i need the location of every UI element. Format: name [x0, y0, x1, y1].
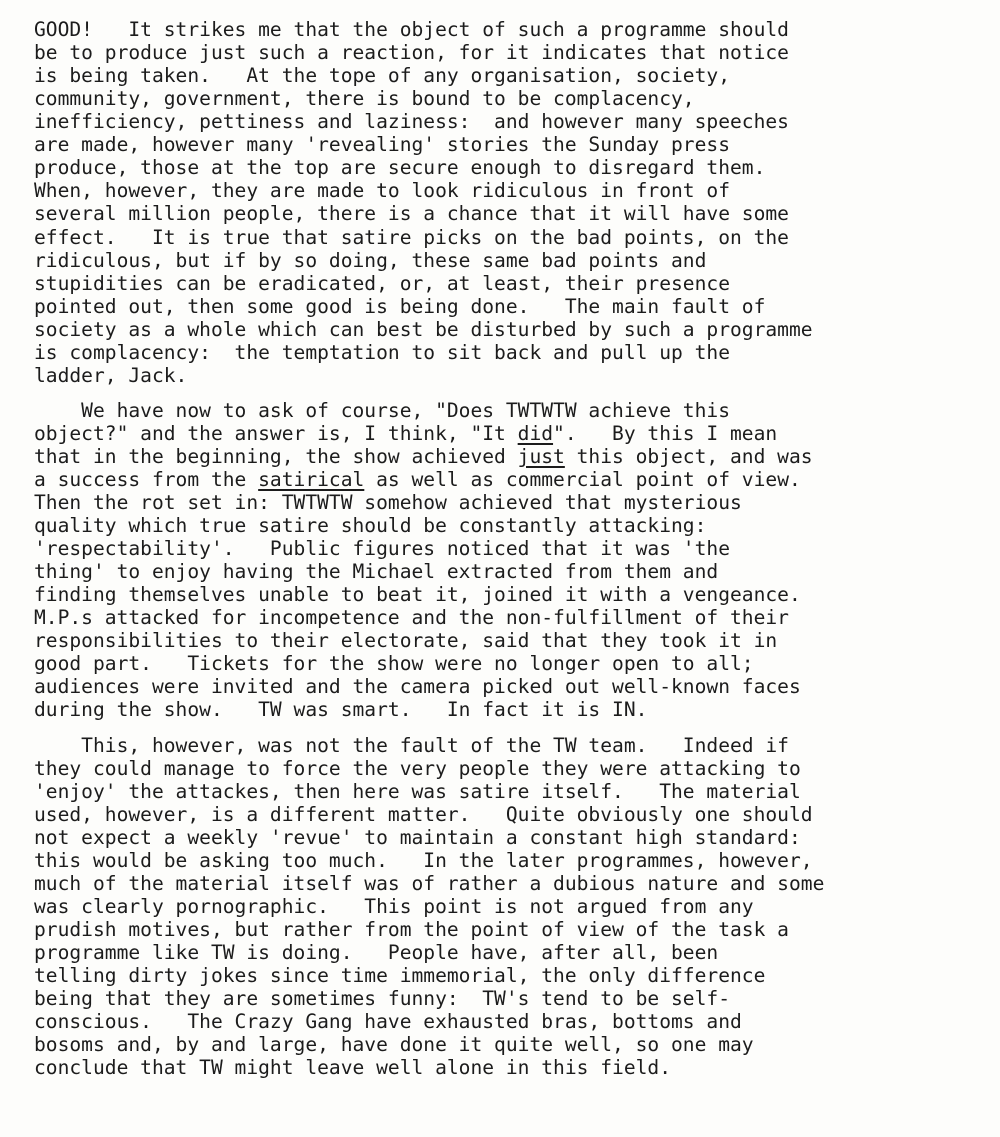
text-segment: programme like TW is doing. People have, after all, been: [34, 940, 719, 964]
text-segment: ridiculous, but if by so doing, these same bad points and: [34, 248, 707, 272]
text-line: [34, 202, 789, 225]
text-line: [34, 918, 789, 941]
text-segment: community, government, there is bound to be complacency,: [34, 87, 695, 111]
text-line: [34, 757, 801, 780]
text-segment: used, however, is a different matter. Quite obviously one should: [34, 802, 813, 826]
text-segment: thing' to enjoy having the Michael extracted from them and: [34, 560, 719, 584]
text-line: [34, 41, 789, 64]
text-line: [34, 364, 187, 387]
text-line: [34, 133, 730, 156]
text-segment: prudish motives, but rather from the point of view of the task a: [34, 917, 789, 941]
text-segment: GOOD! It strikes me that the object of such a programme should: [34, 18, 789, 41]
text-line: [34, 399, 730, 422]
text-line: [34, 318, 813, 341]
text-segment: is complacency: the temptation to sit back and pull up the: [34, 340, 730, 364]
text-segment: This, however, was not the fault of the TW team. Indeed if: [34, 733, 789, 757]
text-segment: produce, those at the top are secure enough to disregard them.: [34, 156, 766, 180]
text-line: [34, 560, 718, 583]
text-line: [34, 629, 777, 652]
text-segment: finding themselves unable to beat it, joined it with a vengeance.: [34, 583, 801, 607]
underlined-word: satirical: [258, 468, 365, 491]
text-line: [34, 156, 765, 179]
text-line: [34, 514, 706, 537]
text-segment: stupidities can be eradicated, or, at least, their presence: [34, 271, 730, 295]
text-line: [34, 826, 801, 849]
text-segment: much of the material itself was of rather a dubious nature and some: [34, 871, 825, 895]
text-line: [34, 249, 706, 272]
text-segment: during the show. TW was smart. In fact it is IN.: [34, 698, 648, 722]
text-segment: 'respectability'. Public figures noticed that it was 'the: [34, 537, 730, 561]
text-segment: several million people, there is a chance that it will have some: [34, 202, 789, 226]
text-segment: inefficiency, pettiness and laziness: and however many speeches: [34, 110, 789, 134]
text-line: [34, 803, 813, 826]
text-segment: be to produce just such a reaction, for it indicates that notice: [34, 41, 789, 64]
text-line: [34, 1056, 671, 1079]
text-line: [34, 422, 777, 445]
text-line: [34, 226, 789, 249]
text-segment: they could manage to force the very people they were attacking to: [34, 756, 801, 780]
text-line: [34, 849, 813, 872]
text-line: [34, 110, 789, 133]
text-segment: was clearly pornographic. This point is not argued from any: [34, 894, 754, 918]
text-line: [34, 941, 718, 964]
text-line: [34, 583, 801, 606]
text-line: [34, 341, 730, 364]
text-segment: as well as commercial point of view.: [364, 468, 801, 491]
underlined-word: just: [517, 444, 565, 468]
text-line: [34, 1010, 742, 1033]
text-segment: audiences were invited and the camera picked out well-known faces: [34, 675, 801, 699]
text-segment: ladder, Jack.: [34, 363, 188, 387]
text-line: [34, 698, 647, 721]
text-line: [34, 734, 789, 757]
text-line: [34, 675, 801, 698]
text-line: [34, 652, 754, 675]
text-segment: quality which true satire should be constantly attacking:: [34, 514, 707, 538]
text-line: [34, 964, 765, 987]
text-segment: pointed out, then some good is being done. The main fault of: [34, 294, 766, 318]
text-line: [34, 491, 742, 514]
text-segment: We have now to ask of course, "Does TWTWTW achieve this: [34, 398, 730, 422]
text-segment: bosoms and, by and large, have done it quite well, so one may: [34, 1033, 754, 1057]
text-segment: telling dirty jokes since time immemorial, the only difference: [34, 964, 766, 987]
text-segment: this would be asking too much. In the later programmes, however,: [34, 848, 813, 872]
text-segment: effect. It is true that satire picks on the bad points, on the: [34, 225, 789, 249]
text-line: [34, 987, 730, 1010]
text-segment: responsibilities to their electorate, said that they took it in: [34, 629, 778, 653]
text-line: [34, 1033, 754, 1056]
text-segment: a success from the: [34, 468, 259, 491]
text-line: [34, 295, 765, 318]
text-line: [34, 64, 730, 87]
text-line: [34, 895, 754, 918]
text-line: [34, 87, 695, 110]
text-segment: not expect a weekly 'revue' to maintain a constant high standard:: [34, 825, 801, 849]
text-segment: 'enjoy' the attackes, then here was satire itself. The material: [34, 779, 801, 803]
underlined-word: did: [517, 421, 554, 445]
text-segment: When, however, they are made to look ridiculous in front of: [34, 179, 730, 203]
text-segment: object?" and the answer is, I think, "It: [34, 421, 518, 445]
text-segment: ". By this I mean: [553, 421, 778, 445]
text-segment: M.P.s attacked for incompetence and the non-fulfillment of their: [34, 606, 789, 630]
text-line: [34, 18, 789, 41]
text-segment: society as a whole which can best be disturbed by such a programme: [34, 317, 813, 341]
text-line: [34, 606, 789, 629]
text-line: [34, 445, 813, 468]
text-segment: is being taken. At the tope of any organisation, society,: [34, 64, 730, 88]
text-line: [34, 179, 730, 202]
text-segment: are made, however many 'revealing' stories the Sunday press: [34, 133, 730, 157]
text-segment: being that they are sometimes funny: TW's tend to be self-: [34, 987, 730, 1010]
text-segment: conscious. The Crazy Gang have exhausted bras, bottoms and: [34, 1010, 742, 1034]
text-segment: conclude that TW might leave well alone in this field.: [34, 1056, 672, 1080]
text-line: [34, 872, 824, 895]
text-line: [34, 780, 801, 803]
text-segment: this object, and was: [564, 444, 813, 468]
text-segment: good part. Tickets for the show were no longer open to all;: [34, 652, 754, 676]
text-segment: Then the rot set in: TWTWTW somehow achieved that mysterious: [34, 491, 742, 514]
text-line: [34, 272, 730, 295]
text-segment: that in the beginning, the show achieved: [34, 444, 518, 468]
text-line: [34, 537, 730, 560]
text-line: [34, 468, 801, 491]
